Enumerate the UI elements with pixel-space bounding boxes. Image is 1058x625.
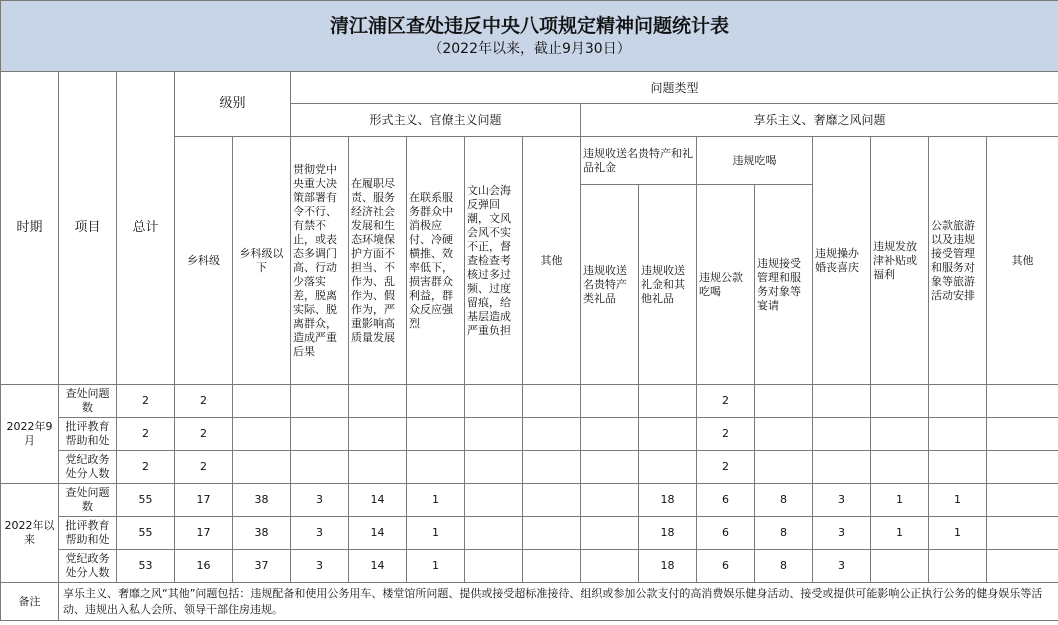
cell-travel: [929, 550, 987, 583]
note-text: 享乐主义、奢靡之风“其他”问题包括：违规配备和使用公务用车、楼堂馆所问题、提供或接受超标准接待、组织或参加公款支付的高消费娱乐健身活动、接受或提供可能影响公正执行公务的健身娱乐等活动、违规出入私人会所、领导干部住房违规。: [59, 583, 1058, 621]
cell-f-other: [523, 550, 581, 583]
header-item: 项目: [59, 72, 117, 385]
header-formalism: 形式主义、官僚主义问题: [291, 104, 581, 137]
header-gift-1: 违规收送名贵特产类礼品: [581, 185, 639, 385]
header-hedonism-other: 其他: [987, 137, 1058, 385]
cell-subsidy: [871, 451, 929, 484]
row-item: 党纪政务处分人数: [59, 451, 117, 484]
cell-level-below: [233, 385, 291, 418]
cell-level-town: 2: [175, 418, 233, 451]
page-title: 清江浦区查处违反中央八项规定精神问题统计表: [330, 15, 730, 37]
cell-f2: 14: [349, 517, 407, 550]
cell-eat1: 6: [697, 517, 755, 550]
cell-eat1: 6: [697, 484, 755, 517]
table-row: [1, 550, 1058, 583]
cell-f2: [349, 451, 407, 484]
cell-f4: [465, 451, 523, 484]
cell-gift2: 18: [639, 484, 697, 517]
cell-f-other: [523, 385, 581, 418]
cell-total: 2: [117, 418, 175, 451]
cell-gift2: 18: [639, 550, 697, 583]
cell-gift2: [639, 418, 697, 451]
cell-f1: [291, 418, 349, 451]
header-level-below: 乡科级以下: [233, 137, 291, 385]
cell-gift1: [581, 451, 639, 484]
cell-eat1: 2: [697, 385, 755, 418]
cell-f3: [407, 451, 465, 484]
cell-f2: 14: [349, 484, 407, 517]
header-level-town: 乡科级: [175, 137, 233, 385]
cell-level-town: 16: [175, 550, 233, 583]
cell-total: 55: [117, 484, 175, 517]
cell-gift1: [581, 550, 639, 583]
cell-travel: 1: [929, 484, 987, 517]
header-formalism-other: 其他: [523, 137, 581, 385]
cell-subsidy: 1: [871, 517, 929, 550]
cell-f3: 1: [407, 550, 465, 583]
cell-level-town: 2: [175, 451, 233, 484]
cell-travel: 1: [929, 517, 987, 550]
cell-gift1: [581, 418, 639, 451]
cell-f4: [465, 550, 523, 583]
cell-level-town: 17: [175, 484, 233, 517]
header-formalism-2: 在履职尽责、服务经济社会发展和生态环境保护方面不担当、不作为、乱作为、假作为，严重影响高质量发展: [349, 137, 407, 385]
page-subtitle: （2022年以来，截止9月30日）: [428, 41, 631, 57]
cell-f3: [407, 385, 465, 418]
cell-f-other: [523, 484, 581, 517]
cell-gift2: [639, 385, 697, 418]
cell-h-other: [987, 385, 1058, 418]
cell-subsidy: [871, 385, 929, 418]
cell-eat2: 8: [755, 550, 813, 583]
cell-eat2: [755, 451, 813, 484]
cell-wedding: [813, 385, 871, 418]
header-travel: 公款旅游以及违规接受管理和服务对象等旅游活动安排: [929, 137, 987, 385]
cell-subsidy: [871, 418, 929, 451]
cell-subsidy: [871, 550, 929, 583]
cell-level-below: 38: [233, 484, 291, 517]
cell-h-other: [987, 418, 1058, 451]
cell-f2: 14: [349, 550, 407, 583]
cell-f4: [465, 484, 523, 517]
cell-f1: [291, 385, 349, 418]
header-formalism-1: 贯彻党中央重大决策部署有令不行、有禁不止，或表态多调门高、行动少落实差，脱离实际、脱离群众，造成严重后果: [291, 137, 349, 385]
cell-level-town: 2: [175, 385, 233, 418]
row-item: 批评教育帮助和处: [59, 418, 117, 451]
cell-wedding: 3: [813, 550, 871, 583]
period-label: 2022年以来: [1, 484, 59, 583]
row-item: 查处问题数: [59, 484, 117, 517]
cell-wedding: [813, 451, 871, 484]
cell-f1: [291, 451, 349, 484]
cell-f1: 3: [291, 517, 349, 550]
note-row: [1, 583, 1058, 621]
cell-travel: [929, 385, 987, 418]
header-gift-group: 违规收送名贵特产和礼品礼金: [581, 137, 697, 185]
cell-f3: 1: [407, 517, 465, 550]
header-level: 级别: [175, 72, 291, 137]
cell-eat1: 6: [697, 550, 755, 583]
header-problem-type: 问题类型: [291, 72, 1058, 104]
row-item: 查处问题数: [59, 385, 117, 418]
cell-level-below: 37: [233, 550, 291, 583]
cell-level-below: 38: [233, 517, 291, 550]
cell-gift1: [581, 484, 639, 517]
header-formalism-3: 在联系服务群众中消极应付、冷硬横推、效率低下，损害群众利益，群众反应强烈: [407, 137, 465, 385]
cell-wedding: 3: [813, 484, 871, 517]
cell-eat2: 8: [755, 517, 813, 550]
cell-f4: [465, 418, 523, 451]
cell-eat2: [755, 385, 813, 418]
cell-subsidy: 1: [871, 484, 929, 517]
cell-h-other: [987, 484, 1058, 517]
cell-f4: [465, 517, 523, 550]
cell-level-below: [233, 451, 291, 484]
title-block: [1, 1, 1058, 72]
cell-total: 2: [117, 385, 175, 418]
header-subsidy: 违规发放津补贴或福利: [871, 137, 929, 385]
table-row: [1, 385, 1058, 418]
cell-level-below: [233, 418, 291, 451]
table-row: [1, 451, 1058, 484]
table-row: [1, 484, 1058, 517]
cell-h-other: [987, 517, 1058, 550]
note-label: 备注: [1, 583, 59, 621]
cell-f3: 1: [407, 484, 465, 517]
cell-f2: [349, 418, 407, 451]
cell-f2: [349, 385, 407, 418]
cell-gift2: 18: [639, 517, 697, 550]
cell-f4: [465, 385, 523, 418]
header-hedonism: 享乐主义、奢靡之风问题: [581, 104, 1058, 137]
header-formalism-4: 文山会海反弹回潮，文风会风不实不正，督查检查考核过多过频、过度留痕，给基层造成严重负担: [465, 137, 523, 385]
header-eat-group: 违规吃喝: [697, 137, 813, 185]
table-row: [1, 517, 1058, 550]
cell-gift2: [639, 451, 697, 484]
header-gift-2: 违规收送礼金和其他礼品: [639, 185, 697, 385]
cell-eat2: 8: [755, 484, 813, 517]
cell-gift1: [581, 517, 639, 550]
cell-eat1: 2: [697, 451, 755, 484]
header-eat-1: 违规公款吃喝: [697, 185, 755, 385]
cell-total: 2: [117, 451, 175, 484]
cell-f-other: [523, 451, 581, 484]
cell-travel: [929, 418, 987, 451]
table-row: [1, 418, 1058, 451]
cell-f3: [407, 418, 465, 451]
cell-travel: [929, 451, 987, 484]
header-wedding: 违规操办婚丧喜庆: [813, 137, 871, 385]
cell-total: 55: [117, 517, 175, 550]
cell-eat2: [755, 418, 813, 451]
cell-f1: 3: [291, 484, 349, 517]
cell-wedding: 3: [813, 517, 871, 550]
cell-wedding: [813, 418, 871, 451]
cell-level-town: 17: [175, 517, 233, 550]
header-period: 时期: [1, 72, 59, 385]
cell-f-other: [523, 418, 581, 451]
cell-total: 53: [117, 550, 175, 583]
cell-eat1: 2: [697, 418, 755, 451]
cell-h-other: [987, 451, 1058, 484]
cell-f-other: [523, 517, 581, 550]
header-eat-2: 违规接受管理和服务对象等宴请: [755, 185, 813, 385]
cell-f1: 3: [291, 550, 349, 583]
row-item: 批评教育帮助和处: [59, 517, 117, 550]
row-item: 党纪政务处分人数: [59, 550, 117, 583]
cell-h-other: [987, 550, 1058, 583]
period-label: 2022年9月: [1, 385, 59, 484]
header-total: 总计: [117, 72, 175, 385]
cell-gift1: [581, 385, 639, 418]
